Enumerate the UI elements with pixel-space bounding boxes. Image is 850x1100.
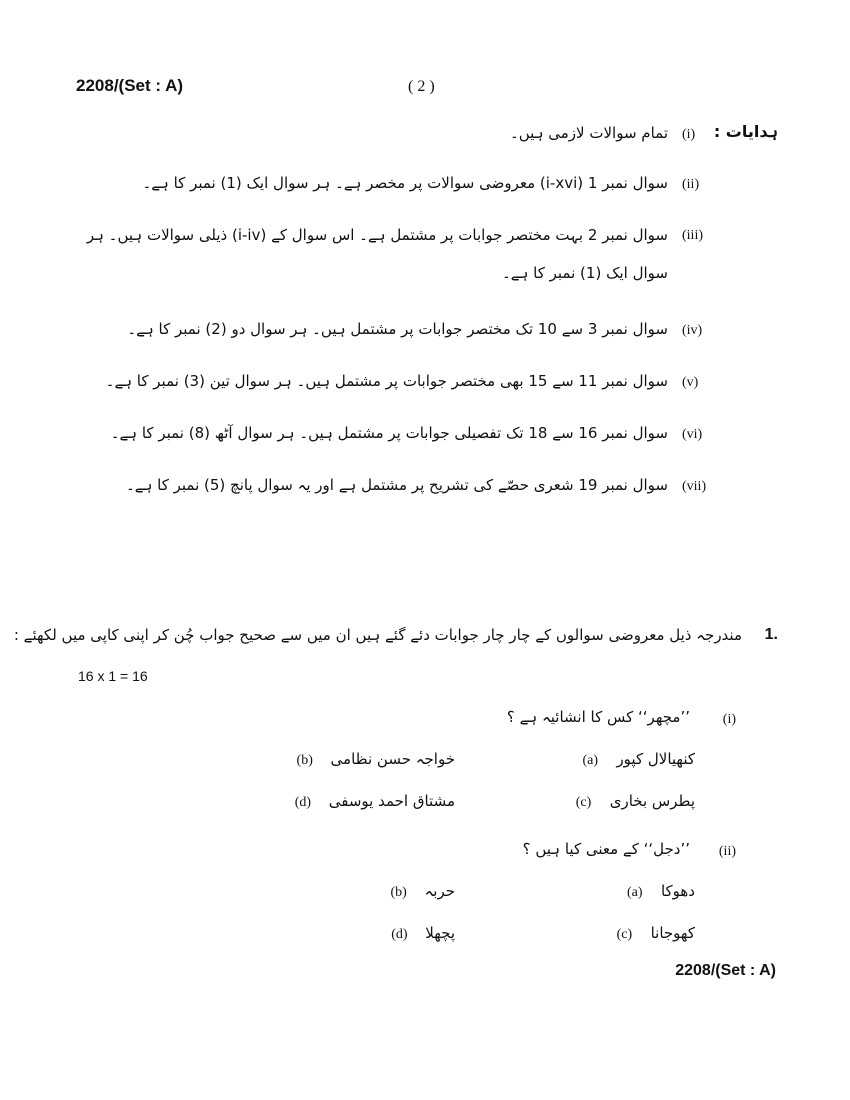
instruction-item	[142, 174, 712, 193]
option-text: مشتاق احمد یوسفی	[328, 792, 455, 810]
option-d	[391, 924, 455, 943]
instruction-item	[126, 476, 712, 495]
instruction-number: (v)	[682, 375, 699, 390]
instruction-item	[127, 320, 712, 339]
instruction-number: (iii)	[682, 228, 703, 243]
paper-code-header: 2208/(Set : A)	[76, 76, 184, 95]
option-b	[297, 750, 455, 769]
instruction-text: سوال نمبر 16 سے 18 تک تفصیلی جوابات پر مشتمل ہیں۔ ہر سوال آٹھ (8) نمبر کا ہے۔	[110, 424, 668, 442]
marks-label: 16 x 1 = 16	[78, 668, 148, 684]
instruction-text: سوال نمبر 11 سے 15 بھی مختصر جوابات پر مشتمل ہیں۔ ہر سوال تین (3) نمبر کا ہے۔	[105, 372, 668, 390]
option-c	[617, 924, 695, 943]
option-label: (a)	[582, 753, 598, 768]
option-label: (b)	[390, 885, 407, 900]
option-text: حربہ	[424, 882, 455, 900]
instruction-number: (ii)	[682, 177, 700, 192]
question-text: مندرجہ ذیل معروضی سوالوں کے چار چار جوابات دئے گئے ہیں ان میں سے صحیح جواب چُن کر اپنی کاپی میں لکھئے :	[13, 626, 742, 644]
option-label: (d)	[391, 927, 408, 942]
option-d	[295, 792, 455, 811]
instruction-number: (vi)	[682, 427, 703, 442]
instruction-text: سوال نمبر 1 (i-xvi) معروضی سوالات پر مخصر ہے۔ ہر سوال ایک (1) نمبر کا ہے۔	[142, 174, 668, 192]
option-text: پطرس بخاری	[609, 792, 695, 810]
option-label: (c)	[575, 795, 592, 810]
instruction-text: تمام سوالات لازمی ہیں۔	[509, 124, 668, 142]
instructions-title: ہدایات :	[713, 122, 778, 141]
option-label: (b)	[296, 753, 313, 768]
option-text: کھوجانا	[650, 924, 695, 942]
option-label: (d)	[294, 795, 312, 810]
instruction-number: (i)	[682, 127, 696, 142]
instruction-text: سوال نمبر 3 سے 10 تک مختصر جوابات پر مشتمل ہیں۔ ہر سوال دو (2) نمبر کا ہے۔	[127, 320, 668, 338]
instruction-item	[106, 372, 712, 391]
subquestion-text: ’’دجل‘‘ کے معنی کیا ہیں ؟	[522, 840, 690, 858]
instruction-number: (iv)	[682, 323, 703, 338]
option-b	[390, 882, 455, 901]
option-label: (c)	[616, 927, 633, 942]
subquestion-number: (i)	[722, 712, 736, 727]
option-text: کنھیالال کپور	[616, 750, 695, 768]
page-number: ( 2 )	[408, 78, 435, 95]
option-text: پچھلا	[425, 924, 455, 942]
option-c	[576, 792, 695, 811]
instruction-item	[510, 124, 712, 143]
option-label: (a)	[626, 885, 643, 900]
instruction-number: (vii)	[682, 479, 707, 494]
option-a	[627, 882, 695, 901]
subquestion-text: ’’مچھر‘‘ کس کا انشائیہ ہے ؟	[506, 708, 690, 726]
option-text: دھوکا	[660, 882, 695, 900]
option-a	[582, 750, 695, 769]
subquestion-number: (ii)	[718, 844, 736, 859]
instruction-text: سوال نمبر 2 بہت مختصر جوابات پر مشتمل ہے۔ اس سوال کے (i-iv) ذیلی سوالات ہیں۔ ہر سوال ایک (1) نمبر کا ہے۔	[86, 226, 668, 282]
question-number: 1.	[764, 626, 778, 643]
instruction-text: سوال نمبر 19 شعری حصّے کی تشریح پر مشتمل ہے اور یہ سوال پانچ (5) نمبر کا ہے۔	[125, 476, 668, 494]
instruction-item	[111, 424, 712, 443]
option-text: خواجہ حسن نظامی	[330, 750, 455, 768]
paper-code-footer: 2208/(Set : A)	[675, 962, 776, 979]
